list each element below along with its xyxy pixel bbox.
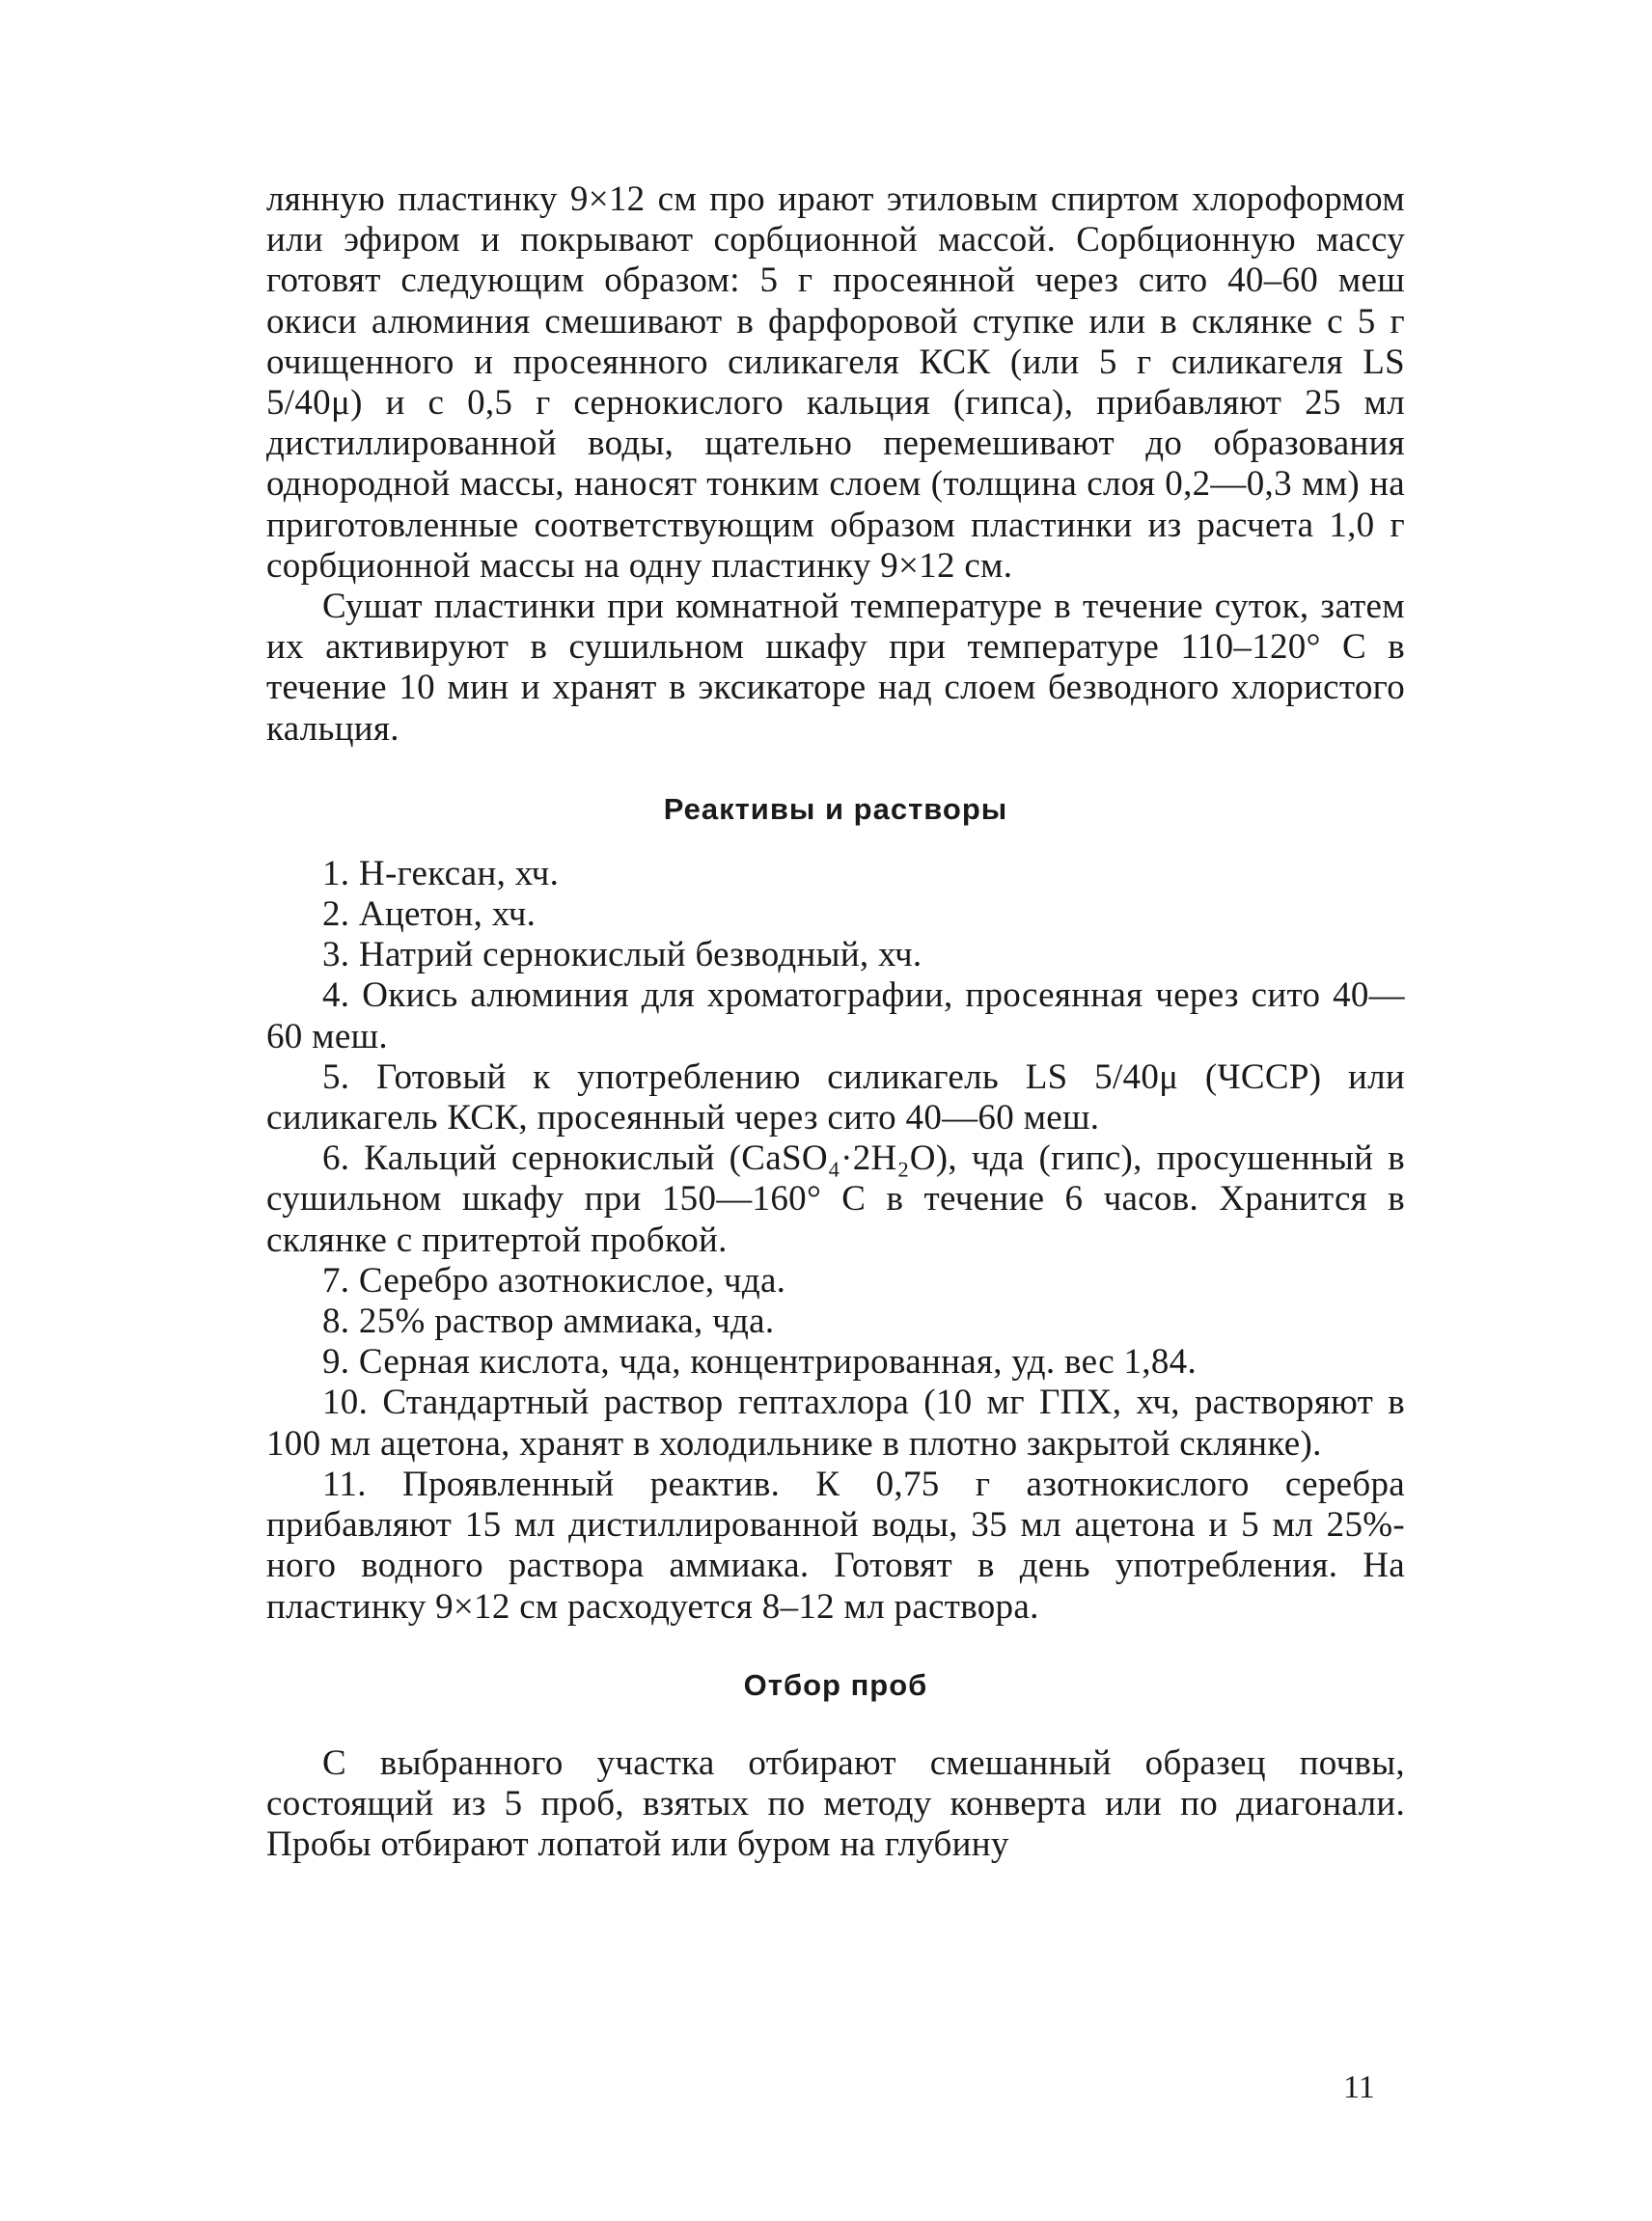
list-item-text: Проявленный реактив. К 0,75 г азотнокислого серебра прибавляют 15 мл дистиллированной воды, 35 мл ацетона и 5 мл 25%-ного водного раствора аммиака. Готовят в день употребления. На пластинку 9×12 см расходуется 8–12 мл раствора. [266,1464,1405,1627]
list-item-number: 2. [322,894,350,935]
list-item-text: Кальций сернокислый (CaSO₄·2H₂O), чда (гипс), просушенный в сушильном шкафу при 150—160° С в течение 6 часов. Хранится в склянке с притертой пробкой. [266,1138,1405,1260]
list-item-number: 11. [322,1464,367,1504]
list-item [266,894,1405,935]
list-item-text: Ацетон, хч. [358,894,537,935]
sampling-heading: Отбор проб [743,1667,928,1702]
list-item-text: Серная кислота, чда, концентрированная, уд. вес 1,84. [358,1342,1197,1383]
list-item-number: 9. [322,1342,350,1383]
list-item [266,1383,1405,1464]
list-item-number: 3. [322,935,350,975]
list-item-number: 4. [322,975,350,1016]
list-item-number: 10. [322,1383,369,1423]
list-item [266,1465,1405,1628]
list-item-text: Н-гексан, хч. [358,853,560,893]
list-item-number: 1. [322,853,350,893]
list-item-number: 8. [322,1302,350,1342]
list-item [266,1261,1405,1302]
sampling-paragraph: С выбранного участка отбирают смешанный образец почвы, состоящий из 5 проб, взятых по методу конверта или по диагонали. Пробы отбирают лопатой или буром на глубину [266,1742,1405,1865]
page-number: 11 [1343,2070,1375,2105]
reagents-heading: Реактивы и растворы [663,791,1008,826]
list-item [266,1057,1405,1138]
list-item [266,975,1405,1056]
list-item-text: Натрий сернокислый безводный, хч. [358,935,922,975]
list-item-text: Стандартный раствор гептахлора (10 мг ГПХ, хч, растворяют в 100 мл ацетона, хранят в холодильнике в плотно закрытой склянке). [266,1383,1405,1464]
list-item-number: 6. [322,1138,350,1179]
list-item-number: 7. [322,1260,350,1301]
text-column [266,179,1405,1865]
drying-paragraph: Сушат пластинки при комнатной температуре в течение суток, затем их активируют в сушильном шкафу при температуре 110–120° С в течение 10 мин и хранят в эксикаторе над слоем безводного хлористого кальция. [266,587,1405,749]
list-item-text: 25% раствор аммиака, чда. [358,1302,775,1342]
list-item [266,854,1405,894]
list-item [266,1302,1405,1342]
list-item-number: 5. [322,1056,350,1097]
intro-paragraph: лянную пластинку 9×12 см про ирают этиловым спиртом хлороформом или эфиром и покрывают сорбционной массой. Сорбционную массу готовят следующим образом: 5 г просеянной через сито 40–60 меш окиси алюминия смешивают в фарфоровой ступке или в склянке с 5 г очищенного и просеянного силикагеля КСК (или 5 г силикагеля LS 5/40μ) и с 0,5 г сернокислого кальция (гипса), прибавляют 25 мл дистиллированной воды, щательно перемешивают до образования однородной массы, наносят тонким слоем (толщина слоя 0,2—0,3 мм) на приготовленные соответствующим образом пластинки из расчета 1,0 г сорбционной массы на одну пластинку 9×12 см. [266,179,1405,586]
list-item-text: Готовый к употреблению силикагель LS 5/40μ (ЧССР) или силикагель КСК, просеянный через сито 40—60 меш. [266,1056,1405,1138]
reagents-list [266,854,1405,1628]
list-item [266,935,1405,975]
list-item-text: Окись алюминия для хроматографии, просеянная через сито 40—60 меш. [266,975,1405,1056]
list-item [266,1138,1405,1261]
list-item [266,1342,1405,1383]
list-item-text: Серебро азотнокислое, чда. [358,1260,786,1301]
